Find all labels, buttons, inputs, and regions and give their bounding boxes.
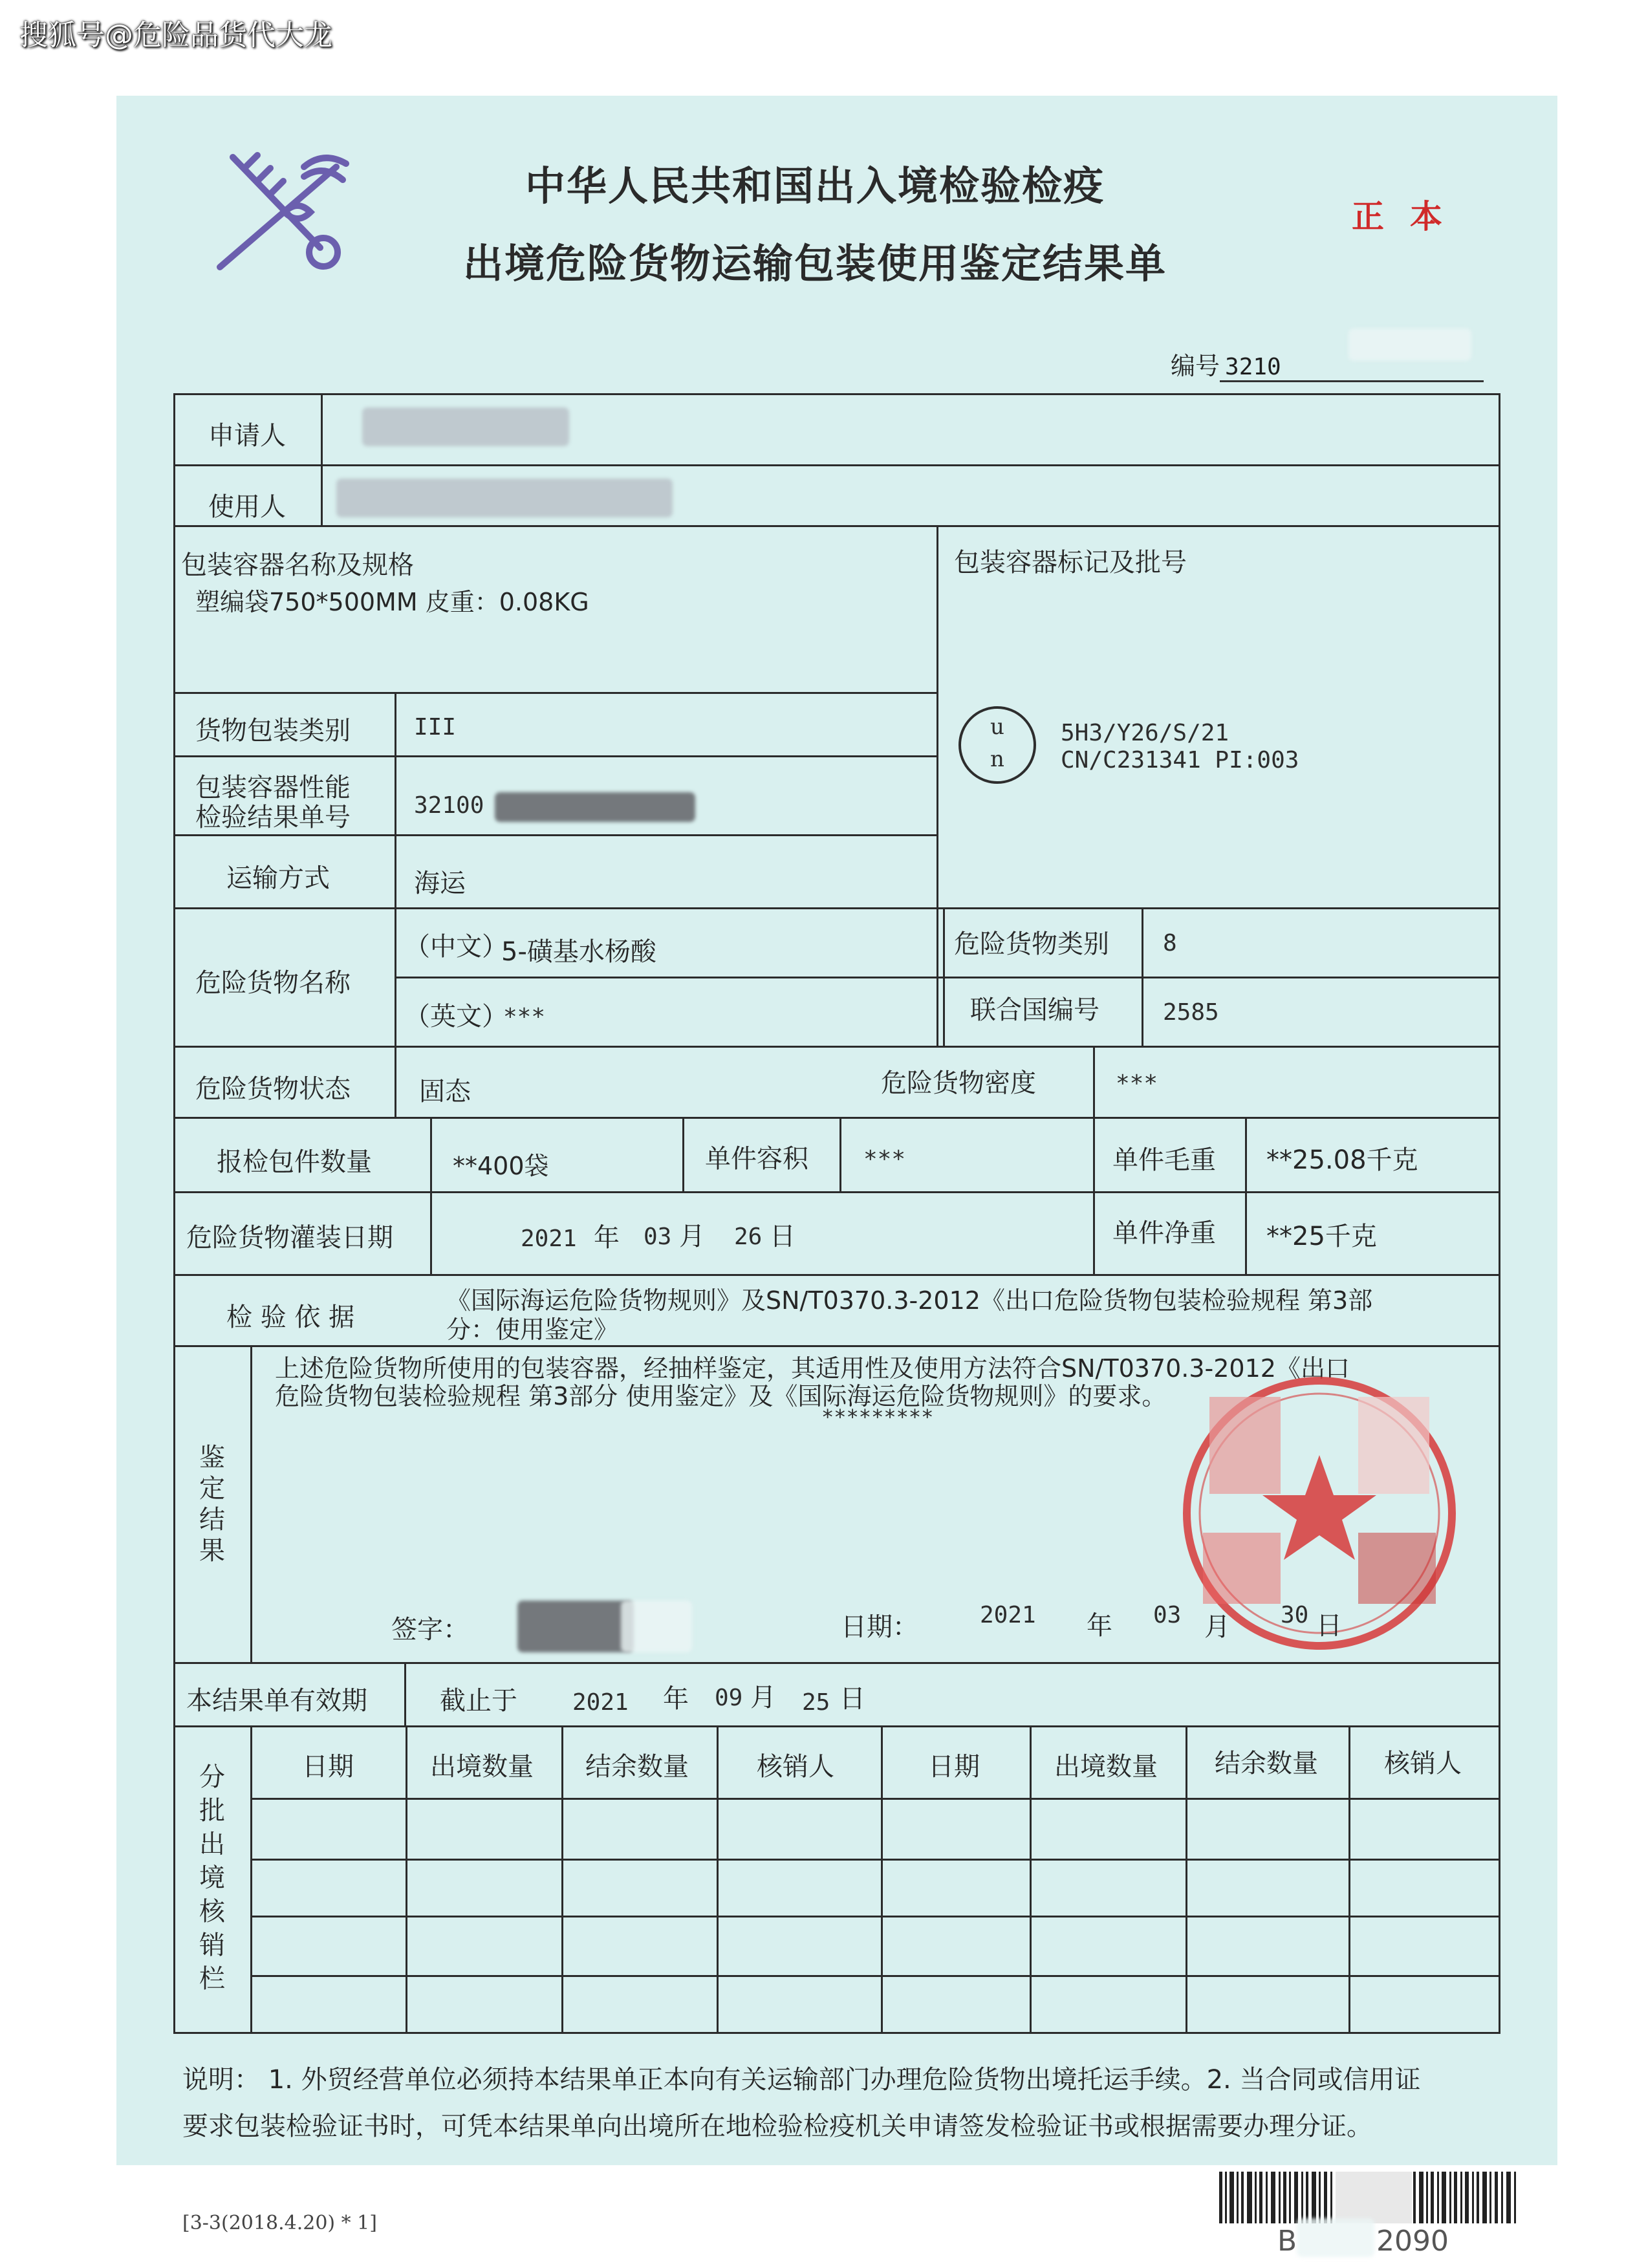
container-mark-line1: 5H3/Y26/S/21 [1061,720,1229,746]
grid-line [173,692,937,694]
grid-line [250,1975,1500,1977]
grid-line [395,1046,396,1117]
net-weight-value: **25千克 [1266,1222,1377,1251]
conclusion-date-month: 03 [1153,1602,1182,1628]
conclusion-label-char: 定 [199,1474,225,1504]
un-number-label: 联合国编号 [970,995,1099,1025]
grid-line [173,1274,1500,1276]
batch-col-verifier-2: 核销人 [1384,1749,1462,1778]
dg-density-value: *** [1116,1070,1158,1097]
grid-line [1245,1117,1247,1275]
document-number-value: 3210 [1220,354,1484,382]
inspection-basis-line2: 分：使用鉴定》 [446,1315,619,1344]
grid-line [1093,1117,1095,1275]
instructions-line2: 要求包装检验证书时，可凭本结果单向出境所在地检验检疫机关申请签发检验证书或根据需要办理分证。 [182,2111,1372,2141]
container-mark-line2: CN/C231341 PI:003 [1061,747,1299,773]
batch-side-char: 栏 [199,1964,225,1994]
batch-side-char: 出 [199,1830,225,1859]
document-title-line2: 出境危险货物运输包装使用鉴定结果单 [462,240,1167,287]
unit-volume-label: 单件容积 [705,1144,808,1174]
conclusion-date-year-char: 年 [1087,1611,1112,1641]
redaction-barcode-text [1297,2218,1374,2257]
fill-date-year: 2021 [521,1226,577,1252]
conclusion-label-char: 结 [199,1505,225,1535]
conclusion-label-char: 鉴 [199,1443,225,1473]
grid-line [321,393,323,526]
batch-side-char: 核 [199,1897,225,1927]
form-code: [3-3(2018.4.20) * 1] [182,2212,377,2234]
gross-weight-value: **25.08千克 [1266,1145,1418,1175]
form-border-left [173,393,175,2034]
inspection-basis-label: 检 验 依 据 [226,1302,355,1332]
grid-line [937,525,938,1046]
conclusion-date-day: 30 [1281,1602,1309,1628]
validity-month: 09 [715,1685,743,1711]
dg-name-en: *** [503,1004,546,1030]
grid-line [1348,1725,1350,2034]
batch-side-char: 分 [199,1762,225,1792]
redaction-signature-2 [621,1601,692,1652]
perf-result-number: 32100 [414,792,484,819]
grid-line [173,1191,1500,1193]
grid-line [250,1725,252,2034]
un-packaging-symbol-icon [958,706,1036,784]
container-name-value: 塑编袋750*500MM 皮重：0.08KG [195,588,589,616]
packing-group-value: III [414,714,457,740]
barcode-text-left: B [1277,2225,1297,2258]
redaction-doc-number [1348,329,1471,361]
grid-line [173,1117,1500,1119]
grid-line [173,755,937,757]
dg-density-label: 危险货物密度 [881,1068,1036,1098]
grid-line [250,1859,1500,1861]
validity-day-char: 日 [839,1684,865,1714]
batch-side-char: 批 [199,1796,225,1826]
un-symbol-n: n [990,746,1004,772]
dg-class-value: 8 [1163,930,1177,956]
validity-month-char: 月 [750,1683,776,1712]
un-number-value: 2585 [1163,999,1219,1026]
batch-col-date-1: 日期 [302,1752,354,1782]
grid-line [173,464,1500,466]
batch-side-char: 境 [199,1863,225,1893]
fill-date-day-char: 日 [770,1222,796,1251]
grid-line [839,1117,841,1193]
package-count-value: **400袋 [453,1152,549,1180]
grid-line [173,1345,1500,1347]
batch-side-label [193,1760,232,1996]
fill-date-label: 危险货物灌装日期 [186,1223,393,1253]
conclusion-date-label: 日期： [841,1612,918,1642]
validity-year: 2021 [572,1689,629,1716]
redaction-signature [517,1601,634,1652]
conclusion-date-month-char: 月 [1204,1612,1230,1642]
inspection-basis-line1: 《国际海运危险货物规则》及SN/T0370.3-2012《出口危险货物包装检验规程 第3部 [446,1286,1373,1315]
redaction-user [336,479,673,517]
document-number-label: 编号 [1171,352,1220,380]
redaction-perf-number [495,792,695,822]
dg-name-cn-prefix: （中文） [404,932,508,962]
instructions-line1: 说明： 1. 外贸经营单位必须持本结果单正本向有关运输部门办理危险货物出境托运手续。2. 当合同或信用证 [182,2065,1421,2095]
grid-line [173,525,1500,527]
transport-label: 运输方式 [226,863,330,893]
dg-name-label: 危险货物名称 [195,968,351,998]
grid-line [1030,1725,1032,2034]
container-name-label: 包装容器名称及规格 [181,550,414,580]
dg-name-en-prefix: （英文） [404,1002,508,1031]
grid-line [395,692,396,1046]
dg-class-label: 危险货物类别 [954,929,1109,959]
grid-line [250,1345,252,1662]
validity-year-char: 年 [663,1684,689,1714]
container-mark-label: 包装容器标记及批号 [954,548,1187,578]
grid-line [395,977,1500,978]
conclusion-text-line2: 危险货物包装检验规程 第3部分 使用鉴定》及《国际海运危险货物规则》的要求。 [275,1382,1167,1410]
signature-label: 签字： [391,1615,469,1645]
grid-line [1093,1046,1095,1117]
document-title-line1: 中华人民共和国出入境检验检疫 [525,162,1105,210]
batch-col-date-2: 日期 [928,1752,980,1782]
batch-col-verifier-1: 核销人 [757,1752,834,1782]
certificate-paper [116,96,1557,2165]
conclusion-text-line1: 上述危险货物所使用的包装容器，经抽样鉴定，其适用性及使用方法符合SN/T0370.3-2012《出口 [275,1354,1350,1383]
watermark-text: 搜狐号@危险品货代大龙 [19,19,332,52]
grid-line [881,1725,883,2034]
redaction-applicant [362,407,569,446]
dg-state-label: 危险货物状态 [195,1074,351,1104]
packing-group-label: 货物包装类别 [195,716,351,746]
grid-line [173,1046,1500,1048]
validity-until: 截止于 [440,1686,517,1716]
grid-line [430,1117,432,1275]
conclusion-text-line3: ********* [821,1405,934,1429]
batch-col-balance-2: 结余数量 [1215,1749,1318,1778]
grid-line [717,1725,719,2034]
grid-line [406,1725,407,2034]
fill-date-day: 26 [734,1224,763,1250]
unit-volume-value: *** [863,1146,906,1172]
conclusion-label [193,1442,232,1566]
grid-line [173,907,1500,909]
barcode-text-right: 2090 [1376,2225,1449,2258]
batch-side-char: 销 [199,1930,225,1960]
fill-date-year-char: 年 [594,1223,620,1253]
form-border-right [1499,393,1500,2034]
applicant-label: 申请人 [208,421,286,451]
fill-date-month: 03 [644,1224,672,1250]
validity-day: 25 [802,1689,830,1716]
grid-line [173,1725,1500,1727]
grid-line [250,1798,1500,1800]
form-border-top [173,393,1500,395]
conclusion-date-year: 2021 [980,1602,1036,1628]
un-symbol-u: u [990,714,1004,740]
form-border-bottom [173,2032,1500,2034]
barcode-icon [1219,2172,1523,2223]
grid-line [1186,1725,1187,2034]
conclusion-date-day-char: 日 [1316,1611,1342,1641]
dg-state-value: 固态 [419,1077,471,1107]
conclusion-label-char: 果 [199,1536,225,1566]
batch-col-exported-1: 出境数量 [430,1752,534,1782]
batch-col-balance-1: 结余数量 [585,1752,689,1782]
net-weight-label: 单件净重 [1112,1218,1216,1248]
grid-line [404,1662,406,1727]
grid-line [561,1725,563,2034]
transport-value: 海运 [414,869,466,898]
fill-date-month-char: 月 [679,1222,705,1251]
grid-line [250,1916,1500,1917]
user-label: 使用人 [208,492,286,522]
package-count-label: 报检包件数量 [217,1147,372,1177]
batch-col-exported-2: 出境数量 [1054,1752,1158,1782]
gross-weight-label: 单件毛重 [1112,1145,1216,1175]
grid-line [682,1117,684,1193]
perf-result-label-line1: 包装容器性能 [195,773,351,803]
perf-result-label-line2: 检验结果单号 [195,803,351,832]
original-copy-mark: 正本 [1352,197,1468,235]
validity-label: 本结果单有效期 [186,1686,367,1716]
dg-name-cn: 5-磺基水杨酸 [501,937,656,967]
grid-line [173,834,937,836]
